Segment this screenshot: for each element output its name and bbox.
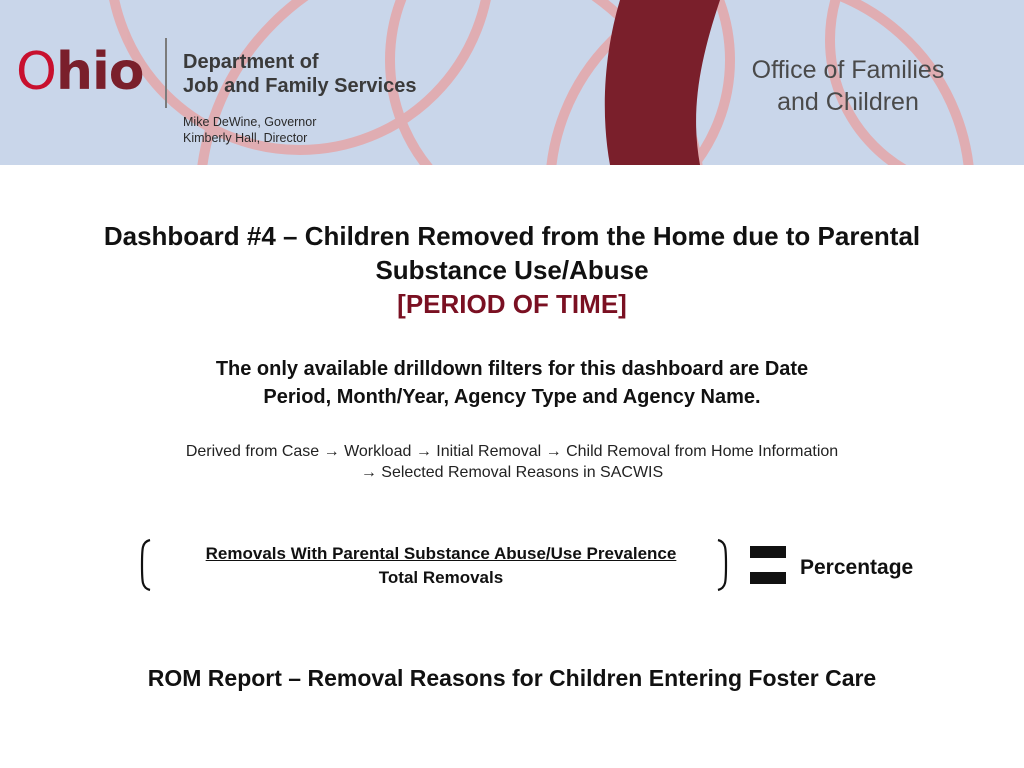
office-line-1: Office of Families [751,56,945,84]
slide-title [40,219,984,321]
department-line-1: Department of [183,51,319,73]
derivation-line-2: → Selected Removal Reasons in SACWIS [360,464,664,481]
filters-note [150,355,874,411]
derivation-path [110,441,914,483]
governor-name: Mike DeWine, Governor [183,115,317,129]
formula-fraction [138,538,738,592]
equals-sign [750,546,786,584]
formula-denominator: Total Removals [378,568,504,587]
filters-note-line-2: Period, Month/Year, Agency Type and Agency Name. [263,386,761,408]
department-line-2: Job and Family Services [183,75,417,97]
period-placeholder: [PERIOD OF TIME] [397,289,627,319]
equals-bar-top [750,546,786,558]
ohio-logo [16,44,144,100]
derivation-line-1: Derived from Case → Workload → Initial Removal → Child Removal from Home Information [185,443,839,460]
logo-divider [165,38,167,108]
ohio-logo-letters: hio [55,42,144,102]
director-name: Kimberly Hall, Director [183,131,308,145]
formula-numerator: Removals With Parental Substance Abuse/Use Prevalence [205,544,677,563]
title-line-1: Dashboard #4 – Children Removed from the Home due to Parental [103,221,921,251]
header-banner [0,0,1024,165]
department-name [183,50,416,98]
formula-result: Percentage [800,556,914,579]
filters-note-line-1: The only available drilldown filters for this dashboard are Date [215,358,809,380]
officials [183,114,316,146]
equals-bar-bottom [750,572,786,584]
office-line-2: and Children [777,88,919,116]
rom-report-title: ROM Report – Removal Reasons for Children Entering Foster Care [147,665,877,691]
title-line-2: Substance Use/Abuse [375,255,649,285]
ohio-logo-o: O [16,42,56,102]
office-name [712,54,984,118]
